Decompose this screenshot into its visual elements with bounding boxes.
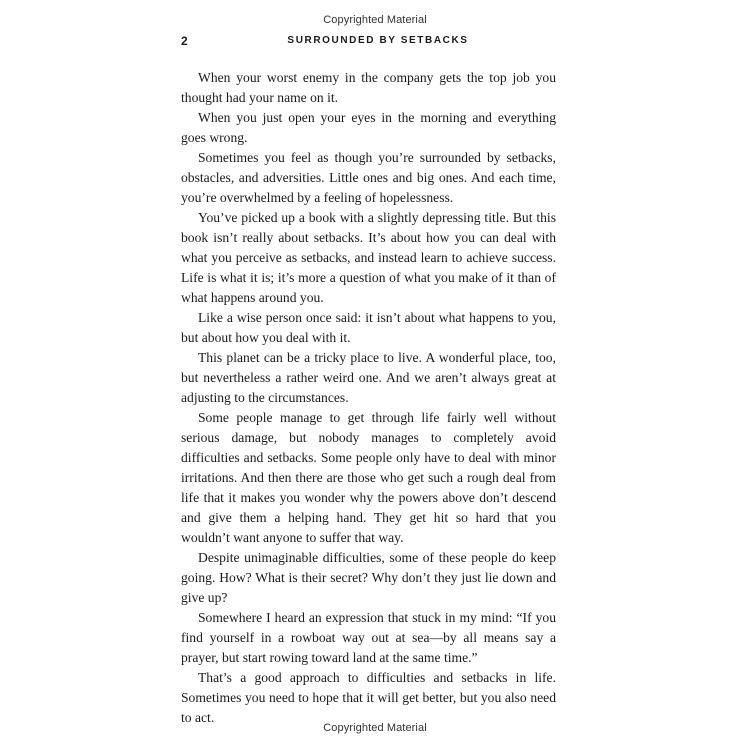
running-head xyxy=(0,35,750,46)
paragraph: Somewhere I heard an expression that stuck in my mind: “If you find yourself in a rowboat way out at sea—by all means say a prayer, but start rowing toward land at the same time.” xyxy=(181,610,556,665)
paragraph: When you just open your eyes in the morning and everything goes wrong. xyxy=(181,110,556,145)
copyright-notice-bottom: Copyrighted Material xyxy=(323,722,427,734)
paragraph: Sometimes you feel as though you’re surrounded by setbacks, obstacles, and adversities. Little ones and big ones. And each time, you’re overwhelmed by a feeling of hopelessness. xyxy=(181,150,556,205)
paragraph: You’ve picked up a book with a slightly depressing title. But this book isn’t really about setbacks. It’s about how you can deal with what you perceive as setbacks, and instead learn to achieve success. Life is what it is; it’s more a question of what you make of it than of what happens around you. xyxy=(181,210,556,305)
paragraph: Some people manage to get through life fairly well without serious damage, but nobody manages to completely avoid difficulties and setbacks. Some people only have to deal with minor irritations. And then there are those who get such a rough deal from life that it makes you wonder why the powers above don’t descend and give them a helping hand. They get hit so hard that you wouldn’t want anyone to suffer that way. xyxy=(181,410,556,545)
paragraph: This planet can be a tricky place to live. A wonderful place, too, but nevertheless a rather weird one. And we aren’t always great at adjusting to the circumstances. xyxy=(181,350,556,405)
paragraph: That’s a good approach to difficulties and setbacks in life. Sometimes you need to hope that it will get better, but you also need to act. xyxy=(181,670,556,725)
paragraph: Like a wise person once said: it isn’t about what happens to you, but about how you deal with it. xyxy=(181,310,556,345)
paragraph: Despite unimaginable difficulties, some of these people do keep going. How? What is their secret? Why don’t they just lie down and give up? xyxy=(181,550,556,605)
running-head-title: SURROUNDED BY SETBACKS xyxy=(287,35,469,46)
copyright-notice-top: Copyrighted Material xyxy=(323,14,427,26)
paragraph: When your worst enemy in the company gets the top job you thought had your name on it. xyxy=(181,70,556,105)
body-text xyxy=(181,68,556,728)
page-number: 2 xyxy=(181,34,188,48)
